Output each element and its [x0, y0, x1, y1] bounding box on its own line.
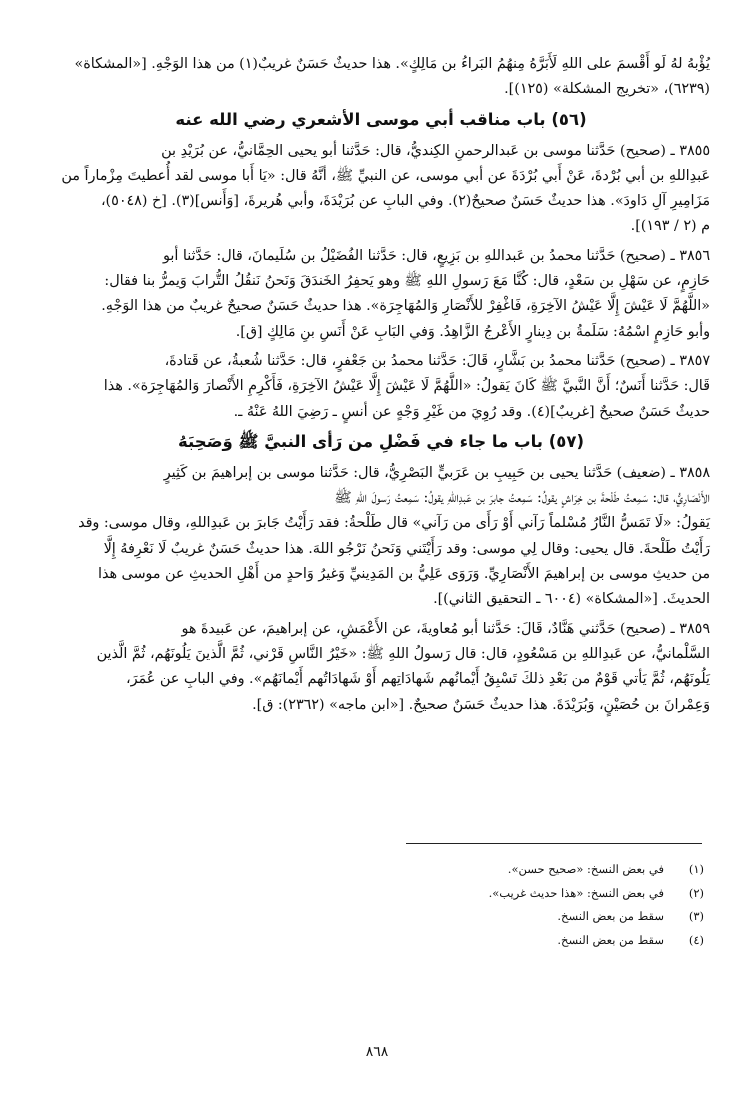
text-line: عَبدِاللهِ بن أبي بُرْدةَ، عَنْ أَبي بُرْدَةَ عن أبي موسى، عن النبيِّ ﷺ، أنَّهُ قال: «يَا أَبا موسى لقد أُعطيتَ مِزْماراً من: [61, 167, 710, 184]
text-line: من حديثِ موسى بن إبراهيمَ الأَنْصَارِيِّ. وَرَوَى عَلِيُّ بن المَدِينيِّ وَغيرُ وَاحدٍ من أَهْلِ الحديثِ عن موسى هذا: [97, 566, 710, 583]
text-line: ٣٨٥٩ ـ (صحيح) حَدَّثني هَنَّادٌ، قَالَ: حَدَّثنا أبو مُعاويةَ، عن الأَعْمَشِ، عن إبراهيمَ، عن عَبيدةَ هو: [181, 620, 710, 637]
text-line: وَعِمْرانَ بن حُصَيْنٍ، وَبُرَيْدَةَ. هذا حديثٌ حَسَنٌ صحيحٌ. [«ابن ماجه» (٢٣٦٢): ق].: [252, 696, 710, 713]
hadith-3858: [52, 461, 710, 613]
footnote-number: (١): [688, 862, 704, 876]
footnote-number: (٢): [688, 885, 704, 900]
section-heading-56: (٥٦) باب مناقب أبي موسى الأشعري رضي الله عنه: [175, 109, 587, 129]
paragraph-intro: [52, 52, 710, 103]
text-line: م (٢ / ١٩٣)].: [630, 218, 710, 235]
hadith-3855: [52, 139, 710, 240]
hadith-3857: [52, 349, 710, 425]
text-line: يَقولُ: «لَا تَمَسُّ النَّارُ مُسْلماً رَآني أَوْ رَأَى من رَآني» قال طَلْحةُ: فقد رَأَيْتُ جَابرَ بن عَبدِاللهِ، وقال موسى: وقد: [78, 515, 710, 532]
footnote-number: (٤): [688, 932, 704, 947]
text-line: ٣٨٥٥ ـ (صحيح) حَدَّثنا موسى بن عَبدالرحمنِ الكِنديُّ، قال: حَدَّثنا أبو يحيى الحِمَّانيُّ، عن بُرَيْدِ بن: [161, 142, 710, 159]
text-line: ٣٨٥٨ ـ (ضعيف) حَدَّثنا يحيى بن حَبِيبِ بن عَرَبيٍّ البَصْرِيُّ، قال: حَدَّثنا موسى بن إبراهيمَ بن كَثِيرٍ: [163, 464, 710, 481]
text-line: ٣٨٥٧ ـ (صحيح) حَدَّثنا محمدُ بن بَشَّارٍ، قَالَ: حَدَّثنا محمدُ بن جَعْفرٍ، قال: حَدَّثنا شُعبةُ، عن قَتادةَ،: [164, 352, 710, 369]
text-line: الأَنْصَارِيُّ، قال: سَمِعتُ طَلْحةَ بن خِرَاشٍ يقولُ: سَمِعتُ جابرَ بن عَبدِاللهِ يقولُ: سَمِعتُ رَسولَ اللهِ ﷺ: [334, 490, 710, 507]
text-line: رَأَيْتُ طَلْحةَ. قال يحيى: وقال لِي موسى: وقد رَأَيْتَني وَنَحنُ نَرْجُو اللهَ. هذا حديثٌ حَسَنٌ غريبٌ لَا نَعْرِفهُ إِلَّا: [103, 540, 710, 557]
footnote-text: سقط من بعض النسخ.: [557, 909, 664, 923]
footnotes: [64, 858, 704, 952]
footnote-1: [64, 858, 704, 882]
footnote-3: [64, 905, 704, 929]
section-heading-57: (٥٧) باب ما جاء في فَضْلِ من رَأى النبيَّ ﷺ وَصَحِبَهُ: [177, 431, 584, 451]
page-body: [52, 52, 710, 722]
footnote-text: في بعض النسخ: «صحيح حسن».: [507, 862, 664, 876]
text-line: وأبو حَازِمٍ اسْمُهُ: سَلَمةُ بن دِينارٍ الأَعْرجُ الزَّاهِدُ. وَفي البَابِ عَنْ أَنَسِ بنِ مَالِكٍ [ق].: [235, 323, 710, 340]
footnote-text: سقط من بعض النسخ.: [557, 932, 664, 947]
text-line: الحديثَ. [«المشكاة» (٦٠٠٤ ـ التحقيق الثاني)].: [433, 591, 710, 608]
text-line: السَّلْمانيُّ، عن عَبدِاللهِ بن مَسْعُودٍ، قال: قال رَسولُ اللهِ ﷺ: «خَيْرُ النَّاسِ قَرْني، ثُمَّ الَّذينَ يَلُونَهُم، ثُمَّ الَّذين: [96, 645, 710, 662]
text-line: ٣٨٥٦ ـ (صحيح) حَدَّثنا محمدُ بن عَبداللهِ بن بَزِيعٍ، قال: حَدَّثنا الفُضَيْلُ بن سُلَيمانَ، قال: حَدَّثنا أبو: [162, 247, 710, 264]
text-line: (٦٢٣٩)، «تخريج المشكلة» (١٢٥)].: [504, 81, 710, 98]
text-line: قَال: حَدَّثنا أَنَسٌ؛ أَنَّ النَّبيَّ ﷺ كَانَ يَقولُ: «اللَّهُمَّ لَا عَيْشَ إِلَّا عَيْشُ الآخِرَةِ، فَأَكْرِمِ الأَنْصارَ وَالمُهَاجِرَة». هذا: [103, 378, 710, 395]
footnote-4: [64, 929, 704, 953]
footnote-number: (٣): [688, 909, 704, 923]
text-line: يُؤْبهُ لهُ لَو أَقْسمَ على اللهِ لَأَبَرَّهُ مِنهُمُ البَراءُ بن مَالِكٍ». هذا حديثٌ حَسَنٌ غريبٌ(١) من هذا الوَجْهِ. [«المشكاة»: [74, 56, 710, 72]
text-line: حَازِمٍ، عن سَهْلِ بن سَعْدٍ، قال: كُنَّا مَعَ رَسولِ اللهِ ﷺ وهو يَحفِرُ الخَندَقَ وَنَحنُ نَنقُلُ التُّرابَ وَيمرُّ بنا فقال:: [104, 273, 710, 290]
text-line: مَزَامِيرِ آلِ دَاودَ». هذا حديثٌ حَسَنٌ صحيحٌ(٢). وفي البابِ عن بُرَيْدَةَ، وأبي هُريرةَ، [وَأَنس](٣). [خ (٥٠٤٨)،: [100, 193, 710, 210]
text-line: حديثٌ حَسَنٌ صحيحٌ [غريبٌ](٤). وقد رُوِيَ من غَيْرِ وَجْهٍ عن أنسٍ ـ رَضِيَ اللهُ عَنْهُ ـ.: [233, 403, 710, 420]
hadith-3856: [52, 244, 710, 345]
text-line: يَلُونَهُم، ثُمَّ يَأتي قَوْمٌ من بَعْدِ ذلكَ تَسْبِقُ أَيْمانُهم شَهادَاتِهم أَوْ شَهادَاتُهم أَيْمانَهُم». وفي البابِ عن عُمَرَ،: [126, 671, 710, 688]
page-number: ٨٦٨: [365, 1044, 389, 1060]
hadith-3859: [52, 617, 710, 718]
footnote-2: [64, 882, 704, 906]
footnote-text: في بعض النسخ: «هذا حديث غريب».: [488, 885, 664, 900]
footnote-divider: [406, 843, 702, 844]
text-line: «اللَّهُمَّ لَا عَيْشَ إِلَّا عَيْشُ الآخِرَةِ، فَاغْفِرْ للأَنْصَارِ وَالمُهَاجِرَة». هذا حديثٌ حَسَنٌ صحيحٌ غريبٌ من هذا الوَجْهِ.: [101, 298, 710, 315]
